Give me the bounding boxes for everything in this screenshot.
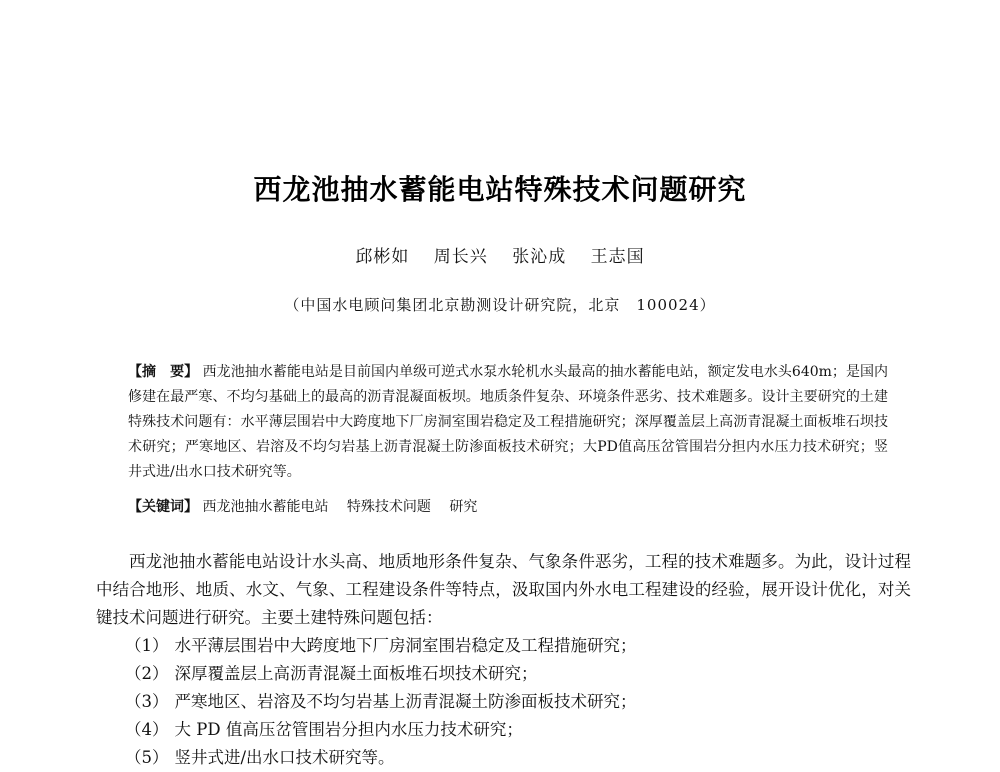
list-item (125, 688, 905, 716)
list-item-text: 深厚覆盖层上高沥青混凝土面板堆石坝技术研究； (174, 664, 538, 683)
body-paragraph: 西龙池抽水蓄能电站设计水头高、地质地形条件复杂、气象条件恶劣，工程的技术难题多。为此，设计过程中结合地形、地质、水文、气象、工程建设条件等特点，汲取国内外水电工程建设的经验，展开设计优化，对关键技术问题进行研究。主要土建特殊问题包括： (96, 552, 911, 627)
list-item-number: （2） (125, 664, 169, 683)
abstract-text: 西龙池抽水蓄能电站是目前国内单级可逆式水泵水轮机水头最高的抽水蓄能电站，额定发电水头640m；是国内修建在最严寒、不均匀基础上的最高的沥青混凝面板坝。地质条件复杂、环境条件恶劣、技术难题多。设计主要研究的土建特殊技术问题有：水平薄层围岩中大跨度地下厂房洞室围岩稳定及工程措施研究；深厚覆盖层上高沥青混凝土面板堆石坝技术研究；严寒地区、岩溶及不均匀岩基上沥青混凝土防渗面板技术研究；大PD值高压岔管围岩分担内水压力技术研究；竖井式进/出水口技术研究等。 (128, 364, 888, 480)
list-item-number: （1） (125, 636, 169, 655)
list-item (125, 660, 905, 688)
list-item-number: （5） (125, 748, 169, 767)
keywords-label: 【关键词】 (128, 499, 198, 515)
list-item (125, 716, 905, 744)
list-item-text: 水平薄层围岩中大跨度地下厂房洞室围岩稳定及工程措施研究； (174, 636, 637, 655)
issue-list (125, 632, 905, 772)
author-name: 邱彬如 (355, 247, 410, 267)
list-item (125, 744, 905, 772)
abstract-label: 【摘 要】 (128, 364, 199, 380)
list-item (125, 632, 905, 660)
list-item-text: 竖井式进/出水口技术研究等。 (174, 748, 395, 767)
list-item-number: （4） (125, 720, 169, 739)
author-name: 王志国 (590, 247, 645, 267)
author-name: 周长兴 (433, 247, 488, 267)
keyword: 西龙池抽水蓄能电站 (202, 499, 329, 515)
list-item-text: 严寒地区、岩溶及不均匀岩基上沥青混凝土防渗面板技术研究； (174, 692, 637, 711)
body-text (96, 548, 911, 632)
keyword: 研究 (449, 499, 478, 515)
list-item-number: （3） (125, 692, 169, 711)
abstract-block (128, 360, 888, 485)
affiliation: （中国水电顾问集团北京勘测设计研究院，北京 100024） (284, 296, 716, 314)
author-list (0, 242, 1000, 267)
author-name: 张沁成 (512, 247, 567, 267)
paper-title: 西龙池抽水蓄能电站特殊技术问题研究 (253, 173, 747, 206)
keywords-block (128, 495, 888, 520)
list-item-text: 大 PD 值高压岔管围岩分担内水压力技术研究； (174, 720, 523, 739)
keyword: 特殊技术问题 (346, 499, 431, 515)
